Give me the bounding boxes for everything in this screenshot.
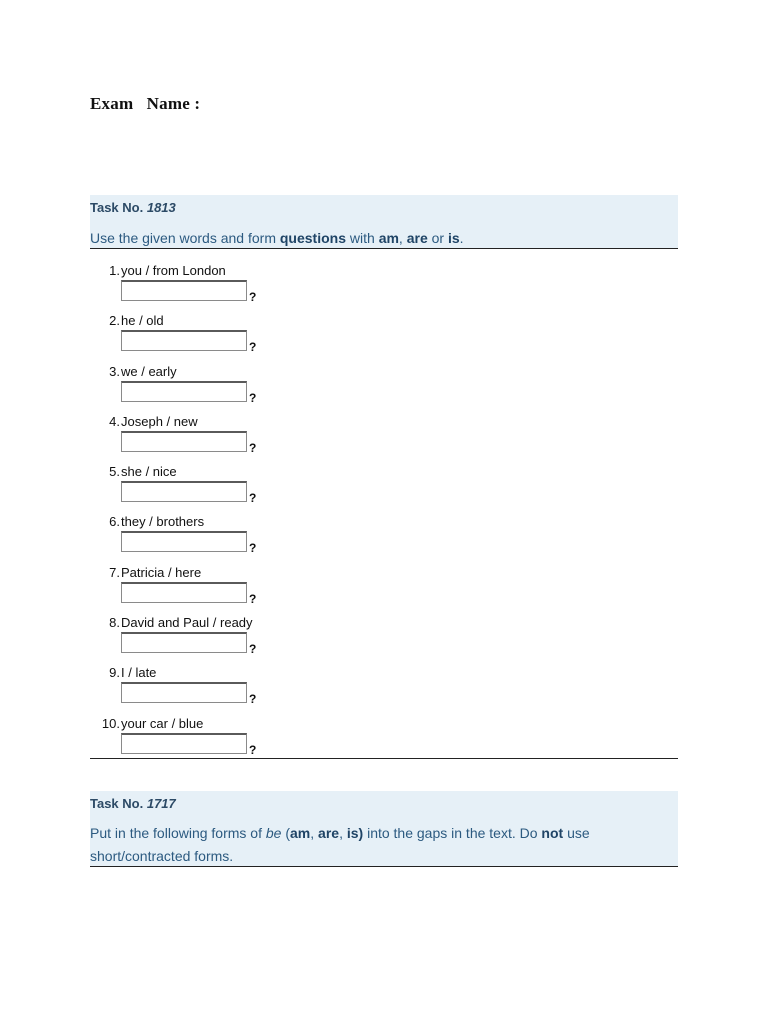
- instruction-text: Use the given words and form: [90, 230, 280, 246]
- instruction-keyword: is): [346, 825, 364, 841]
- question-mark: ?: [249, 440, 257, 455]
- instruction-keyword: are: [406, 230, 428, 246]
- task-1717-header: [90, 791, 678, 867]
- question-mark: ?: [249, 290, 257, 304]
- answer-input[interactable]: [121, 431, 247, 452]
- instruction-text: Put in the following forms of: [90, 825, 266, 841]
- instruction-text: ,: [339, 825, 347, 841]
- question-item: [90, 261, 678, 311]
- question-prompt: she / nice: [121, 464, 177, 480]
- instruction-text: into the gaps in the text. Do: [363, 825, 542, 841]
- question-item: [90, 311, 678, 361]
- instruction-text: .: [459, 230, 464, 246]
- question-number: 9.: [109, 665, 120, 681]
- task-instruction: [90, 227, 464, 250]
- task-label: Task No.: [90, 200, 147, 215]
- exam-name-label: Exam Name :: [90, 94, 201, 113]
- instruction-keyword: am: [378, 230, 399, 246]
- question-prompt: Joseph / new: [121, 413, 198, 429]
- question-item: [90, 462, 678, 512]
- instruction-text: (: [281, 825, 291, 841]
- question-number: 7.: [109, 564, 120, 580]
- question-mark: ?: [249, 541, 257, 556]
- answer-input[interactable]: [121, 280, 247, 301]
- answer-input[interactable]: [121, 531, 247, 552]
- question-number: 6.: [109, 514, 120, 530]
- task-number-label: [90, 200, 176, 215]
- question-prompt: they / brothers: [121, 514, 205, 530]
- instruction-italic: be: [265, 825, 282, 841]
- question-number: 8.: [109, 615, 120, 631]
- instruction-keyword: am: [290, 825, 311, 841]
- question-number: 3.: [109, 363, 120, 379]
- question-number: 1.: [109, 263, 120, 278]
- question-mark: ?: [249, 491, 257, 506]
- section-divider: [90, 758, 678, 759]
- question-prompt: he / old: [121, 313, 164, 329]
- instruction-text: ,: [310, 825, 319, 841]
- answer-input[interactable]: [121, 381, 247, 402]
- question-item: [90, 412, 678, 462]
- task-number: 1813: [146, 200, 176, 215]
- instruction-text: ,: [398, 230, 407, 246]
- answer-input[interactable]: [121, 582, 247, 603]
- question-item: [90, 663, 678, 713]
- question-prompt: we / early: [121, 363, 177, 379]
- question-prompt: David and Paul / ready: [121, 615, 253, 631]
- question-prompt: you / from London: [121, 263, 226, 278]
- question-item: [90, 613, 678, 663]
- question-prompt: Patricia / here: [121, 564, 202, 580]
- instruction-keyword: are: [318, 825, 340, 841]
- question-prompt: your car / blue: [121, 715, 204, 731]
- question-mark: ?: [249, 692, 257, 707]
- instruction-text: with: [346, 230, 379, 246]
- question-mark: ?: [249, 390, 257, 405]
- instruction-keyword: is: [447, 230, 460, 246]
- task-label: Task No.: [90, 796, 147, 811]
- instruction-keyword: not: [541, 825, 564, 841]
- answer-input[interactable]: [121, 330, 247, 351]
- question-prompt: I / late: [121, 665, 157, 681]
- task-1813-header: [90, 195, 678, 249]
- answer-input[interactable]: [121, 632, 247, 653]
- instruction-text: or: [427, 230, 448, 246]
- task-instruction: [90, 822, 650, 868]
- question-mark: ?: [249, 742, 257, 757]
- answer-input[interactable]: [121, 682, 247, 703]
- question-item: [90, 563, 678, 613]
- question-mark: ?: [249, 591, 257, 606]
- task-number-label: [90, 796, 176, 811]
- question-item: [90, 512, 678, 562]
- instruction-text: use short/contracted forms.: [90, 825, 590, 864]
- question-item: [90, 362, 678, 412]
- instruction-keyword: questions: [279, 230, 346, 246]
- task-number: 1717: [146, 796, 176, 811]
- question-number: 4.: [109, 413, 120, 429]
- question-number: 10.: [101, 715, 120, 731]
- answer-input[interactable]: [121, 481, 247, 502]
- question-number: 2.: [109, 313, 120, 329]
- question-mark: ?: [249, 340, 257, 355]
- question-item: [90, 714, 678, 764]
- answer-input[interactable]: [121, 733, 247, 754]
- question-number: 5.: [109, 464, 120, 480]
- question-mark: ?: [249, 642, 257, 657]
- question-list: [90, 261, 678, 764]
